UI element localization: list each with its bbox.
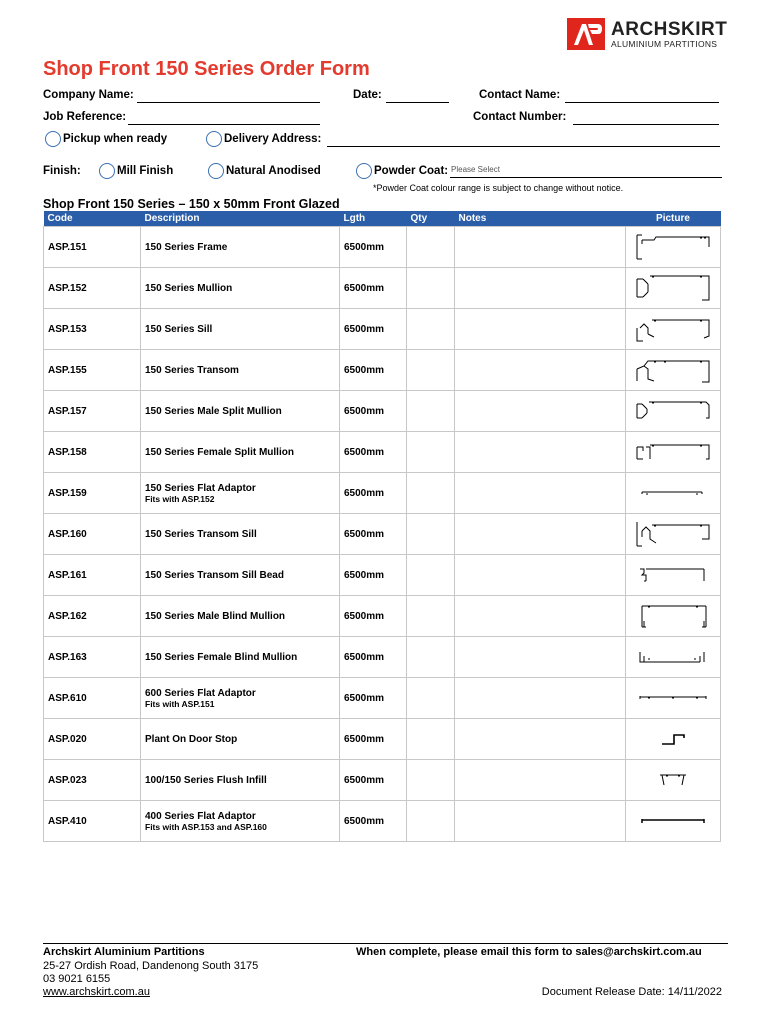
- description-cell: [141, 432, 340, 473]
- length-cell: 6500mm: [340, 555, 407, 596]
- notes-cell[interactable]: [455, 268, 626, 309]
- description-cell: [141, 678, 340, 719]
- table-row: [44, 473, 721, 514]
- brand-logo: [567, 18, 727, 52]
- code-cell: ASP.155: [44, 350, 141, 391]
- qty-cell[interactable]: [407, 268, 455, 309]
- company-name-field[interactable]: [137, 90, 320, 103]
- powder-coat-placeholder: Please Select: [451, 165, 500, 174]
- length-cell: 6500mm: [340, 268, 407, 309]
- qty-header: Qty: [407, 211, 455, 227]
- flat-adaptor-profile-icon: [634, 478, 712, 508]
- code-cell: ASP.161: [44, 555, 141, 596]
- contact-number-field[interactable]: [573, 112, 719, 125]
- description-cell: [141, 514, 340, 555]
- qty-cell[interactable]: [407, 473, 455, 514]
- footer-release-date: Document Release Date: 14/11/2022: [541, 986, 722, 998]
- notes-cell[interactable]: [455, 596, 626, 637]
- description-text: 100/150 Series Flush Infill: [145, 774, 267, 786]
- picture-cell: [626, 227, 721, 268]
- code-cell: ASP.159: [44, 473, 141, 514]
- powder-coat-radio[interactable]: [356, 163, 372, 179]
- qty-cell[interactable]: [407, 760, 455, 801]
- male-split-mullion-profile-icon: [634, 396, 712, 426]
- description-cell: [141, 719, 340, 760]
- length-header: Lgth: [340, 211, 407, 227]
- code-cell: ASP.023: [44, 760, 141, 801]
- powder-coat-select[interactable]: [450, 165, 722, 178]
- description-text: 150 Series Sill: [145, 323, 213, 335]
- picture-cell: [626, 514, 721, 555]
- description-text: 150 Series Transom Sill: [145, 528, 257, 540]
- description-cell: [141, 391, 340, 432]
- notes-cell[interactable]: [455, 555, 626, 596]
- qty-cell[interactable]: [407, 637, 455, 678]
- logo-name: ARCHSKIRT: [611, 19, 728, 40]
- company-name-label: Company Name:: [43, 89, 134, 101]
- length-cell: 6500mm: [340, 596, 407, 637]
- picture-cell: [626, 350, 721, 391]
- description-text: 150 Series Female Split Mullion: [145, 446, 294, 458]
- table-row: [44, 801, 721, 842]
- notes-cell[interactable]: [455, 309, 626, 350]
- contact-name-field[interactable]: [565, 90, 719, 103]
- powder-coat-note: *Powder Coat colour range is subject to change without notice.: [373, 183, 624, 193]
- natural-anodised-radio[interactable]: [208, 163, 224, 179]
- notes-cell[interactable]: [455, 760, 626, 801]
- notes-header: Notes: [455, 211, 626, 227]
- sill-bead-profile-icon: [634, 560, 712, 590]
- products-table: [43, 211, 721, 842]
- qty-cell[interactable]: [407, 555, 455, 596]
- code-header: Code: [44, 211, 141, 227]
- description-subtext: Fits with ASP.153 and ASP.160: [145, 821, 267, 832]
- code-cell: ASP.163: [44, 637, 141, 678]
- table-row: [44, 514, 721, 555]
- description-text: 150 Series Male Blind Mullion: [145, 610, 286, 622]
- table-row: [44, 432, 721, 473]
- code-cell: ASP.151: [44, 227, 141, 268]
- contact-number-label: Contact Number:: [473, 111, 567, 123]
- qty-cell[interactable]: [407, 514, 455, 555]
- code-cell: ASP.158: [44, 432, 141, 473]
- delivery-address-label: Delivery Address:: [224, 133, 322, 145]
- table-header-row: [44, 211, 721, 227]
- section-title: Shop Front 150 Series – 150 x 50mm Front Glazed: [43, 197, 340, 211]
- length-cell: 6500mm: [340, 473, 407, 514]
- sill-profile-icon: [634, 314, 712, 344]
- length-cell: 6500mm: [340, 719, 407, 760]
- description-text: 150 Series Transom: [145, 364, 239, 376]
- flat-adaptor-600-profile-icon: [634, 683, 712, 713]
- table-row: [44, 678, 721, 719]
- picture-cell: [626, 678, 721, 719]
- code-cell: ASP.153: [44, 309, 141, 350]
- table-row: [44, 391, 721, 432]
- description-cell: [141, 801, 340, 842]
- length-cell: 6500mm: [340, 432, 407, 473]
- female-split-mullion-profile-icon: [634, 437, 712, 467]
- notes-cell[interactable]: [455, 350, 626, 391]
- transom-sill-profile-icon: [634, 519, 712, 549]
- code-cell: ASP.610: [44, 678, 141, 719]
- notes-cell[interactable]: [455, 678, 626, 719]
- picture-cell: [626, 309, 721, 350]
- mullion-profile-icon: [634, 273, 712, 303]
- description-text: 150 Series Flat Adaptor: [145, 482, 256, 494]
- table-row: [44, 637, 721, 678]
- length-cell: 6500mm: [340, 801, 407, 842]
- notes-cell[interactable]: [455, 432, 626, 473]
- description-text: 150 Series Male Split Mullion: [145, 405, 282, 417]
- description-text: 600 Series Flat Adaptor: [145, 687, 256, 699]
- date-label: Date:: [353, 89, 382, 101]
- picture-cell: [626, 801, 721, 842]
- code-cell: ASP.162: [44, 596, 141, 637]
- delivery-address-field[interactable]: [327, 134, 720, 147]
- description-cell: [141, 473, 340, 514]
- description-cell: [141, 596, 340, 637]
- code-cell: ASP.152: [44, 268, 141, 309]
- picture-header: Picture: [626, 211, 721, 227]
- description-cell: [141, 350, 340, 391]
- qty-cell[interactable]: [407, 596, 455, 637]
- description-text: 150 Series Frame: [145, 241, 228, 253]
- job-reference-field[interactable]: [128, 112, 320, 125]
- mill-finish-radio[interactable]: [99, 163, 115, 179]
- contact-name-label: Contact Name:: [479, 89, 561, 101]
- length-cell: 6500mm: [340, 760, 407, 801]
- code-cell: ASP.020: [44, 719, 141, 760]
- picture-cell: [626, 637, 721, 678]
- pickup-label: Pickup when ready: [63, 133, 168, 145]
- table-row: [44, 227, 721, 268]
- description-text: 400 Series Flat Adaptor: [145, 810, 256, 822]
- date-field[interactable]: [386, 90, 449, 103]
- table-row: [44, 760, 721, 801]
- page-title: Shop Front 150 Series Order Form: [43, 58, 370, 80]
- description-cell: [141, 309, 340, 350]
- footer-instruction: When complete, please email this form to sales@archskirt.com.au: [356, 946, 702, 958]
- pickup-radio[interactable]: [45, 131, 61, 147]
- qty-cell[interactable]: [407, 801, 455, 842]
- finish-label: Finish:: [43, 165, 81, 177]
- description-cell: [141, 637, 340, 678]
- footer-phone: 03 9021 6155: [43, 973, 111, 985]
- picture-cell: [626, 432, 721, 473]
- footer-website-link[interactable]: www.archskirt.com.au: [43, 986, 150, 998]
- description-cell: [141, 268, 340, 309]
- table-row: [44, 719, 721, 760]
- notes-cell[interactable]: [455, 801, 626, 842]
- flat-adaptor-400-profile-icon: [634, 806, 712, 836]
- flush-infill-profile-icon: [634, 765, 712, 795]
- picture-cell: [626, 473, 721, 514]
- female-blind-mullion-profile-icon: [634, 642, 712, 672]
- notes-cell[interactable]: [455, 719, 626, 760]
- qty-cell[interactable]: [407, 350, 455, 391]
- job-reference-label: Job Reference:: [43, 111, 127, 123]
- qty-cell[interactable]: [407, 309, 455, 350]
- qty-cell[interactable]: [407, 678, 455, 719]
- table-row: [44, 350, 721, 391]
- picture-cell: [626, 391, 721, 432]
- picture-cell: [626, 555, 721, 596]
- picture-cell: [626, 268, 721, 309]
- code-cell: ASP.410: [44, 801, 141, 842]
- length-cell: 6500mm: [340, 227, 407, 268]
- qty-cell[interactable]: [407, 227, 455, 268]
- picture-cell: [626, 760, 721, 801]
- footer-divider: [43, 943, 728, 944]
- notes-cell[interactable]: [455, 514, 626, 555]
- mill-finish-label: Mill Finish: [117, 165, 174, 177]
- notes-cell[interactable]: [455, 637, 626, 678]
- footer-address: 25-27 Ordish Road, Dandenong South 3175: [43, 960, 259, 972]
- qty-cell[interactable]: [407, 432, 455, 473]
- description-subtext: Fits with ASP.152: [145, 493, 215, 504]
- description-text: Plant On Door Stop: [145, 733, 238, 745]
- description-cell: [141, 227, 340, 268]
- natural-anodised-label: Natural Anodised: [226, 165, 321, 177]
- picture-cell: [626, 719, 721, 760]
- logo-mark-icon: [567, 18, 605, 50]
- code-cell: ASP.157: [44, 391, 141, 432]
- transom-profile-icon: [634, 355, 712, 385]
- table-row: [44, 268, 721, 309]
- picture-cell: [626, 596, 721, 637]
- male-blind-mullion-profile-icon: [634, 601, 712, 631]
- description-subtext: Fits with ASP.151: [145, 698, 215, 709]
- table-row: [44, 309, 721, 350]
- footer-company: Archskirt Aluminium Partitions: [43, 946, 205, 958]
- qty-cell[interactable]: [407, 391, 455, 432]
- table-row: [44, 596, 721, 637]
- powder-coat-label: Powder Coat:: [374, 165, 449, 177]
- length-cell: 6500mm: [340, 391, 407, 432]
- length-cell: 6500mm: [340, 678, 407, 719]
- description-cell: [141, 555, 340, 596]
- notes-cell[interactable]: [455, 391, 626, 432]
- description-header: Description: [141, 211, 340, 227]
- qty-cell[interactable]: [407, 719, 455, 760]
- description-cell: [141, 760, 340, 801]
- length-cell: 6500mm: [340, 350, 407, 391]
- length-cell: 6500mm: [340, 309, 407, 350]
- notes-cell[interactable]: [455, 227, 626, 268]
- logo-tagline: ALUMINIUM PARTITIONS: [611, 39, 718, 49]
- notes-cell[interactable]: [455, 473, 626, 514]
- description-text: 150 Series Transom Sill Bead: [145, 569, 284, 581]
- description-text: 150 Series Mullion: [145, 282, 233, 294]
- description-text: 150 Series Female Blind Mullion: [145, 651, 298, 663]
- delivery-radio[interactable]: [206, 131, 222, 147]
- table-row: [44, 555, 721, 596]
- length-cell: 6500mm: [340, 514, 407, 555]
- length-cell: 6500mm: [340, 637, 407, 678]
- code-cell: ASP.160: [44, 514, 141, 555]
- door-stop-profile-icon: [634, 724, 712, 754]
- frame-profile-icon: [634, 232, 712, 262]
